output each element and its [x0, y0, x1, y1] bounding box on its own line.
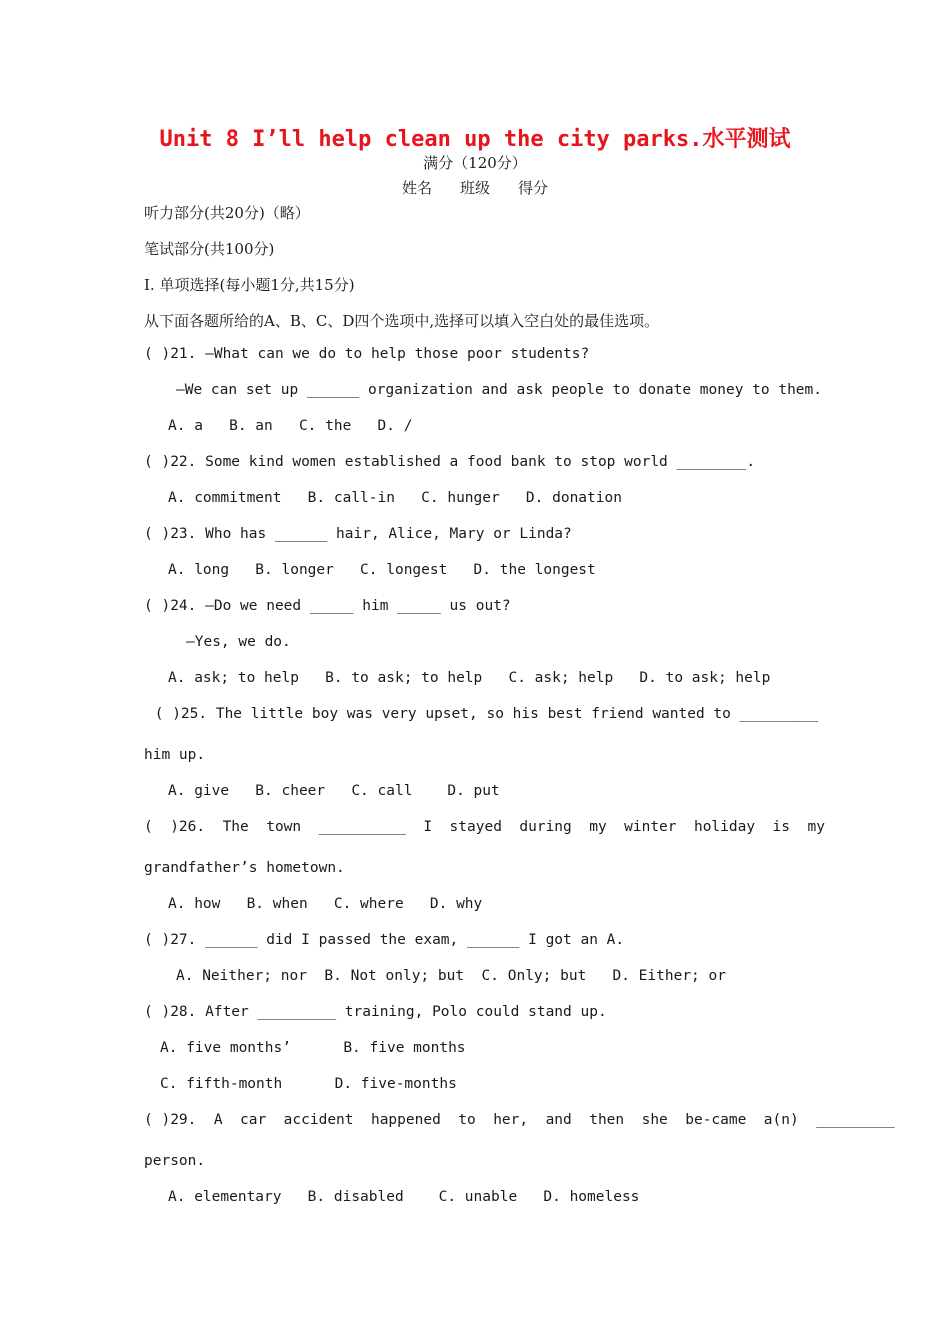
question-stem: ( )23. Who has ______ hair, Alice, Mary or Linda? — [144, 526, 572, 542]
question-stem-continued: grandfather’s hometown. — [144, 860, 345, 876]
question-options: A. elementary B. disabled C. unable D. homeless — [168, 1189, 640, 1205]
question-stem-continued: person. — [144, 1153, 206, 1169]
question-stem: ( )25. The little boy was very upset, so his best friend wanted to _________ — [146, 706, 819, 722]
question-stem: ( )26. The town __________ I stayed during my winter holiday is my — [144, 819, 825, 835]
question-stem-continued: him up. — [144, 747, 206, 763]
question-stem-continued: —Yes, we do. — [186, 634, 291, 650]
question-stem: ( )24. —Do we need _____ him _____ us out? — [144, 598, 511, 614]
score-label: 得分 — [518, 179, 549, 197]
question-stem: ( )27. ______ did I passed the exam, ______ I got an A. — [144, 932, 625, 948]
class-label: 班级 — [459, 179, 490, 197]
question-options: A. long B. longer C. longest D. the longest — [168, 562, 596, 578]
student-info-line — [0, 177, 950, 198]
question-stem: ( )29. A car accident happened to her, and then she be-came a(n) _________ — [144, 1112, 895, 1128]
section-writing: 笔试部分(共100分) — [144, 240, 275, 258]
question-options: A. ask; to help B. to ask; to help C. ask; help D. to ask; help — [168, 670, 771, 686]
name-label: 姓名 — [401, 179, 432, 197]
question-options: A. give B. cheer C. call D. put — [168, 783, 500, 799]
question-options: C. fifth-month D. five-months — [160, 1076, 457, 1092]
question-stem-continued: —We can set up ______ organization and ask people to donate money to them. — [176, 382, 823, 398]
page-title: Unit 8 I’ll help clean up the city parks.水平测试 — [159, 127, 791, 152]
question-stem: ( )22. Some kind women established a food bank to stop world ________. — [144, 454, 756, 470]
question-options: A. Neither; nor B. Not only; but C. Only; but D. Either; or — [176, 968, 726, 984]
question-stem: ( )21. —What can we do to help those poor students? — [144, 346, 590, 362]
question-options: A. five months’ B. five months — [160, 1040, 466, 1056]
part1-instruction: 从下面各题所给的A、B、C、D四个选项中,选择可以填入空白处的最佳选项。 — [144, 312, 660, 330]
score-line: 满分（120分） — [423, 154, 527, 172]
question-options: A. commitment B. call-in C. hunger D. donation — [168, 490, 622, 506]
question-options: A. how B. when C. where D. why — [168, 896, 483, 912]
section-listening: 听力部分(共20分)（略） — [144, 204, 310, 222]
question-options: A. a B. an C. the D. / — [168, 418, 413, 434]
part1-header: I. 单项选择(每小题1分,共15分) — [144, 276, 355, 294]
question-stem: ( )28. After _________ training, Polo could stand up. — [144, 1004, 607, 1020]
